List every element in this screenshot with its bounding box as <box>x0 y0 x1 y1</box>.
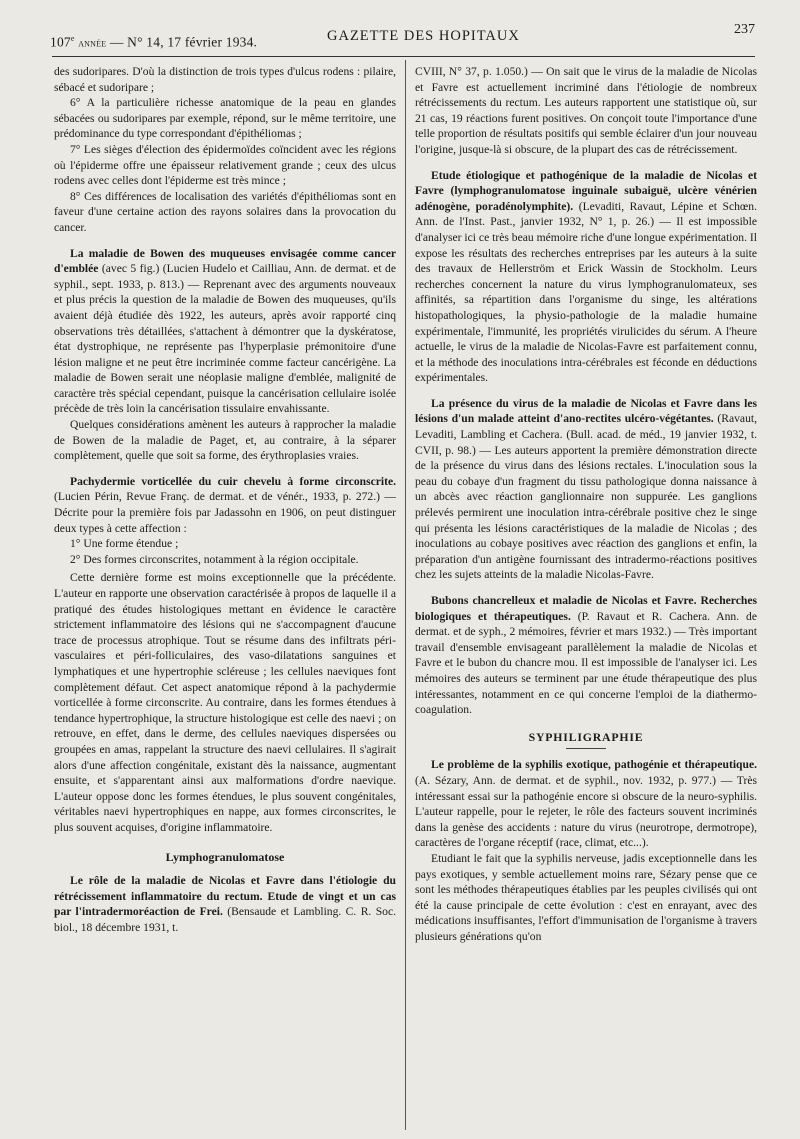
paragraph: 7° Les sièges d'élection des épidermoïdes coïncident avec les régions où l'épiderme offre une épaisseur relativement grande ; ceux des ulcus rodens avec celles dont l'épiderme est très mince ; <box>54 142 396 188</box>
paragraph: Quelques considérations amènent les auteurs à rapprocher la maladie de Bowen de la maladie de Paget, et, au contraire, à la séparer complètement, quelle que soit sa forme, des érythroplasies vraies. <box>54 418 396 463</box>
page-number: 237 <box>734 22 755 37</box>
article-reference: (Levaditi, Ravaut, Lépine et Schœn. Ann. de l'Inst. Past., janvier 1932, N° 1, p. 26.) <box>415 199 757 229</box>
page-header <box>50 22 755 58</box>
article-title: Etude étiologique et pathogénique de la maladie de Nicolas et Favre (lymphogranulomatose inguinale subaiguë, ulcère vénérien adénogène, poradénolymphite). <box>415 168 757 213</box>
header-rule <box>52 56 755 57</box>
article-reference: (avec 5 fig.) (Lucien Hudelo et Cailliau, Ann. de dermat. et de syphil., sept. 1933, p. 813.) <box>54 262 396 291</box>
paragraph: Cette dernière forme est moins exceptionnelle que la précédente. L'auteur en rapporte une observation caractérisée à propos de laquelle il a pratiqué des études histologiques mettant en évidence le caractère strictement inflammatoire des lésions qui ne s'accompagnent d'aucune trace de processus atrophique. Tout se résume dans des infiltrats péri-vasculaires et péri-folliculaires, des vaso-dilatations sanguines et lymphatiques et une hypertrophie scléreuse ; les cellules naeviques font complètement défaut. Cet aspect anatomique répond à la pachydermie vorticellée à forme circonscrite. Au contraire, dans les formes étendues à tendance hypertrophique, la structure histologique est celle des naevi ; on retrouve, en effet, dans le derme, des cellules naeviques dispersées ou groupées en amas, rappelant la structure des naevi cellulaires. Il s'agirait alors d'une affection congénitale, existant dès la naissance, augmentant ensuite, et s'apparentant ainsi aux malformations d'ordre naevique. L'auteur oppose donc les formes étendues, le plus souvent congénitales, véritables naevi hypertrophiques en nappe, aux formes circonscrites, le plus souvent acquises, d'origine inflammatoire. <box>54 571 396 834</box>
article-etude <box>415 168 757 386</box>
paragraph: Etudiant le fait que la syphilis nerveuse, jadis exceptionnelle dans les pays exotiques, y semble actuellement moins rare, Sézary pense que ce sont les méthodes thérapeutiques établies par les peuples civilisés qui ont été la cause principale de cette évolution : c'est en enrayant, avec des médications insuffisantes, l'effort d'immunisation de l'organisme à travers plusieurs générations qu'on <box>415 851 757 943</box>
article-title: Bubons chancrelleux et maladie de Nicolas et Favre. Recherches biologiques et thérapeutiques. <box>415 594 757 623</box>
list-item: 2° Des formes circonscrites, notamment à la région occipitale. <box>70 552 359 566</box>
left-column <box>54 64 396 935</box>
article-presence <box>415 396 757 583</box>
article-reference: (P. Ravaut et R. Cachera. Ann. de dermat. et de syph., 2 mémoires, février et mars 1932.) <box>415 609 757 639</box>
paragraph: 6° A la particulière richesse anatomique de la peau en glandes sébacées ou sudoripares par exemple, répond, sur le même territoire, une prédominance du type correspondant d'épithéliomas ; <box>54 96 396 141</box>
journal-title: GAZETTE DES HOPITAUX <box>327 28 520 44</box>
article-reference: (Ravaut, Levaditi, Lambling et Cachera. (Bull. acad. de méd., 19 janvier 1932, t. CVII, p. 98.) <box>415 412 757 457</box>
article-body: — Très intéressant essai sur la pathogénie encore si obscure de la neuro-syphilis. L'auteur rappelle, pour le rejeter, le rôle des facteurs souvent incriminés dans la genèse des accidents : nature du virus (neurotrope, dermotrope), caractères de l'organe réceptif (race, climat, etc...). <box>415 773 757 850</box>
article-pachydermie <box>54 474 396 536</box>
issue-line: 107e année — N° 14, 17 février 1934. <box>50 34 258 50</box>
article-title: La maladie de Bowen des muqueuses envisagée comme cancer d'emblée <box>54 246 396 276</box>
article-title: Le problème de la syphilis exotique, pathogénie et thérapeutique. <box>431 758 757 772</box>
article-syphilis-exotique <box>415 757 757 851</box>
paragraph: CVIII, N° 37, p. 1.050.) — On sait que le virus de la maladie de Nicolas et Favre est actuellement incriminé dans l'étiologie de nombreux rétrécissements du rectum. Les auteurs rapportent une statistique où, sur 21 cas, 19 réactions furent positives. On conçoit toute l'importance d'une telle proportion de résultats positifs qui semble éclairer d'un jour nouveau l'origine, jusque-là si obscure, de la plupart des cas de rétrécissement. <box>415 65 757 156</box>
article-body: — Il est impossible d'analyser ici ce très beau mémoire riche d'une longue expérimentation. Il expose les résultats des recherches entreprises par les auteurs à la suite des travaux de Hellerström et Erick Wassin de Stockholm. Leurs recherches concernent la nature du virus lymphogranulomateux, ses affinités, sa répartition dans l'organisme du singe, les altérations histopathologiques, la physio-pathologie de la maladie humaine expérimentale, l'immunité, les propriétés virulicides du sérum. A l'heure actuelle, le virus de la maladie de Nicolas-Favre est parfaitement connu, et la méthode des inoculations intra-cérébrales est féconde en déductions expérimentales. <box>415 215 757 385</box>
article-reference: (A. Sézary, Ann. de dermat. et de syphil., nov. 1932, p. 977.) <box>415 773 716 787</box>
article-reference: (Bensaude et Lambling. C. R. Soc. biol., 18 décembre 1931, t. <box>54 905 396 934</box>
article-body: — Reprenant avec des arguments nouveaux et plus précis la question de la maladie de Bowen des muqueuses, qu'ils avaient déjà étudiée dès 1922, les auteurs, après avoir rapporté cinq observations très détaillées, s'attachent à démontrer que la dyskératose, état dystrophique, ne représente pas l'hyperplasie prémonitoire d'une lésion maligne et ne peut être incriminée comme facteur cancérigène. La maladie de Bowen serait une néoplasie maligne d'emblée, malignité de caractère très spécial cependant, puisque la cancérisation cellulaire isolée précède de très loin la cancérisation tissulaire envahissante. <box>54 277 396 416</box>
article-bowen <box>54 246 396 418</box>
article-body: — Les auteurs apportent la première démonstration directe de la présence du virus dans des lésions rectales. L'inoculation sous la peau du cobaye d'un fragment du tissu pathologique donna naissance à un abcès avec réaction ganglionnaire non suppurée. Les ganglions prélevés permirent une inoculation intra-cérébrale positive chez le singe qui présenta les lésions caractéristiques de la maladie de Nicolas ; des inoculations au cobaye positives avec réaction des ganglions et enfin, la préparation d'un antigène fournissant des intradermo-réactions positives chez les sujets atteints de la maladie Nicolas-Favre. <box>415 443 757 582</box>
paragraph: 8° Ces différences de localisation des variétés d'épithéliomas sont en faveur d'une certaine action des rayons solaires dans la provocation du cancer. <box>54 189 396 234</box>
article-title: Le rôle de la maladie de Nicolas et Favre dans l'étiologie du rétrécissement inflammatoire du rectum. Etude de vingt et un cas par l'intradermoréaction de Frei. <box>54 874 396 919</box>
section-rule <box>566 748 606 749</box>
article-title: La présence du virus de la maladie de Nicolas et Favre dans les lésions d'un malade atteint d'ano-rectites ulcéro-végétantes. <box>415 396 757 426</box>
paragraph: des sudoripares. D'où la distinction de trois types d'ulcus rodens : pilaire, sébacé et sudoripare ; <box>54 65 396 94</box>
article-reference: (Lucien Périn, Revue Franç. de dermat. et de vénér., 1933, p. 272.) <box>54 490 380 504</box>
article-bubons <box>415 593 757 718</box>
section-heading-syphiligraphie: SYPHILIGRAPHIE <box>415 730 757 750</box>
column-divider <box>405 60 406 1130</box>
list-item: 1° Une forme étendue ; <box>70 537 179 551</box>
article-body: — Décrite pour la première fois par Jadassohn en 1906, on peut distinguer deux types à cette affection : <box>54 490 396 535</box>
article-nicolas-rectum <box>54 873 396 935</box>
article-title: Pachydermie vorticellée du cuir chevelu à forme circonscrite. <box>70 474 396 488</box>
article-body: — Très important travail d'ensemble envisageant parallèlement la maladie de Nicolas et Favre et le bubon du chancre mou. Il est impossible de l'analyser ici. Les mémoires des auteurs se terminent par une étude thérapeutique des plus intéressantes, notamment en ce qui concerne l'emploi de la diathermo-coagulation. <box>415 625 757 717</box>
section-heading-lymphogranulomatose: Lymphogranulomatose <box>165 849 285 864</box>
right-column <box>415 64 757 944</box>
